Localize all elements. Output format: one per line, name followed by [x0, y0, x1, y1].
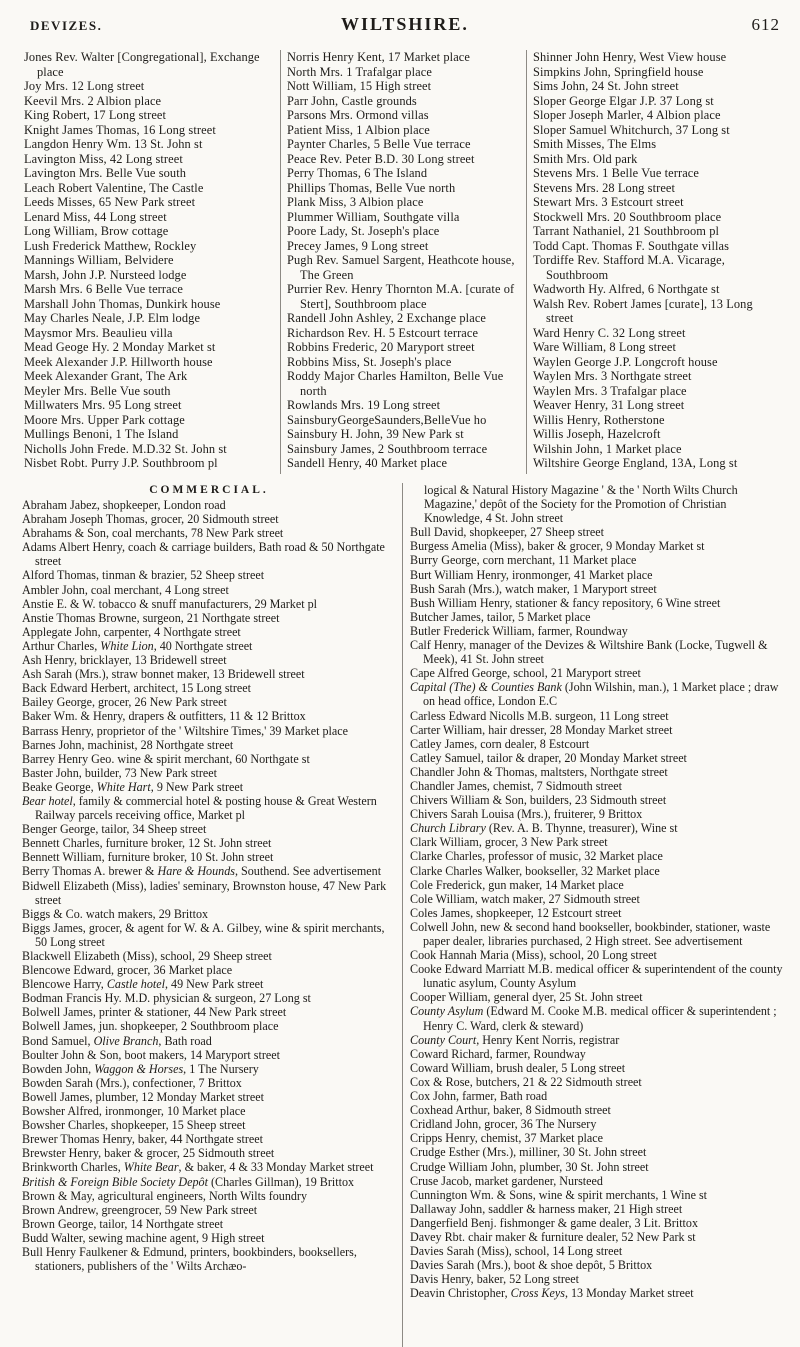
- directory-entry: Church Library (Rev. A. B. Thynne, treasurer), Wine st: [410, 821, 678, 836]
- directory-entry: Brown George, tailor, 14 Northgate street: [22, 1216, 224, 1231]
- directory-entry: Clark William, grocer, 3 New Park street: [410, 835, 608, 850]
- directory-entry: Brown & May, agricultural engineers, North Wilts foundry: [22, 1188, 307, 1203]
- directory-entry: Bull David, shopkeeper, 27 Sheep street: [410, 525, 604, 540]
- directory-entry: Marshall John Thomas, Dunkirk house: [24, 296, 221, 311]
- directory-entry: SainsburyGeorgeSaunders,BelleVue ho: [287, 412, 487, 427]
- directory-entry: County Asylum (Edward M. Cooke M.B. medical officer & superintendent ; Henry C. Ward, clerk & steward): [410, 1004, 777, 1033]
- directory-entry: Ware William, 8 Long street: [533, 340, 677, 354]
- directory-entry: Bolwell James, jun. shopkeeper, 2 Southbroom place: [22, 1019, 279, 1034]
- directory-entry: Dallaway John, saddler & harness maker, 21 High street: [410, 1201, 683, 1216]
- directory-entry: Brinkworth Charles, White Bear, & baker, 4 & 33 Monday Market street: [22, 1160, 374, 1175]
- commercial-section: [22, 483, 788, 1347]
- directory-entry: Poore Lady, St. Joseph's place: [287, 224, 440, 238]
- directory-entry: Chivers Sarah Louisa (Mrs.), fruiterer, 9 Brittox: [410, 807, 643, 822]
- residents-section: [22, 50, 788, 474]
- directory-entry: Parsons Mrs. Ormond villas: [287, 108, 429, 122]
- directory-entry: Norris Henry Kent, 17 Market place: [287, 50, 471, 64]
- directory-entry: Ash Henry, bricklayer, 13 Bridewell street: [22, 653, 227, 668]
- directory-entry: Bowden Sarah (Mrs.), confectioner, 7 Brittox: [22, 1075, 242, 1090]
- directory-entry: Blencowe Edward, grocer, 36 Market place: [22, 963, 233, 978]
- directory-entry: Catley James, corn dealer, 8 Estcourt: [410, 736, 590, 751]
- directory-entry: Bowsher Alfred, ironmonger, 10 Market place: [22, 1104, 246, 1119]
- directory-entry: Applegate John, carpenter, 4 Northgate street: [22, 624, 241, 639]
- directory-entry: Catley Samuel, tailor & draper, 20 Monday Market street: [410, 750, 687, 765]
- directory-entry: Cole William, watch maker, 27 Sidmouth street: [410, 891, 640, 906]
- directory-entry: Willis Henry, Rotherstone: [533, 412, 665, 427]
- directory-entry: Weaver Henry, 31 Long street: [533, 398, 685, 412]
- directory-entry: Joy Mrs. 12 Long street: [24, 79, 145, 93]
- directory-entry: Precey James, 9 Long street: [287, 238, 429, 253]
- directory-entry: Blencowe Harry, Castle hotel, 49 New Park street: [22, 977, 264, 992]
- directory-entry: Baker Wm. & Henry, drapers & outfitters, 11 & 12 Brittox: [22, 709, 306, 724]
- directory-entry: Perry Thomas, 6 The Island: [287, 166, 428, 180]
- directory-entry: Paynter Charles, 5 Belle Vue terrace: [287, 137, 471, 151]
- directory-entry: Cooper William, general dyer, 25 St. John street: [410, 990, 643, 1005]
- directory-entry: Alford Thomas, tinman & brazier, 52 Sheep street: [22, 568, 265, 583]
- directory-entry: Smith Misses, The Elms: [533, 137, 657, 151]
- directory-entry: Calf Henry, manager of the Devizes & Wiltshire Bank (Locke, Tugwell & Meek), 41 St. John street: [410, 638, 768, 667]
- directory-entry: Blackwell Elizabeth (Miss), school, 29 Sheep street: [22, 949, 272, 963]
- directory-entry: Ward Henry C. 32 Long street: [533, 325, 686, 340]
- directory-entry: Long William, Brow cottage: [24, 224, 169, 238]
- directory-entry: Robbins Frederic, 20 Maryport street: [287, 340, 475, 354]
- directory-entry: Abrahams & Son, coal merchants, 78 New Park street: [22, 526, 284, 541]
- directory-entry: Lavington Miss, 42 Long street: [24, 151, 183, 166]
- directory-entry: Bond Samuel, Olive Branch, Bath road: [22, 1033, 212, 1048]
- directory-entry: Carter William, hair dresser, 28 Monday Market street: [410, 722, 673, 737]
- directory-entry: Bennett Charles, furniture broker, 12 St. John street: [22, 836, 272, 851]
- directory-entry: Millwaters Mrs. 95 Long street: [24, 398, 182, 412]
- directory-entry: Plank Miss, 3 Albion place: [287, 195, 424, 209]
- directory-entry: Burt William Henry, ironmonger, 41 Market place: [410, 567, 653, 582]
- directory-entry: Wiltshire George England, 13A, Long st: [533, 456, 738, 470]
- directory-entry: Crudge Esther (Mrs.), milliner, 30 St. John street: [410, 1145, 647, 1160]
- residents-column-3: [526, 50, 788, 474]
- district-label: DEVIZES.: [30, 18, 103, 33]
- county-title: WILTSHIRE.: [341, 14, 469, 34]
- directory-entry: Patient Miss, 1 Albion place: [287, 122, 430, 137]
- directory-entry: Clarke Charles, professor of music, 32 Market place: [410, 849, 663, 864]
- directory-entry: Anstie E. & W. tobacco & snuff manufacturers, 29 Market pl: [22, 596, 317, 611]
- directory-entry: Robbins Miss, St. Joseph's place: [287, 354, 452, 369]
- page-header: [22, 10, 788, 42]
- directory-entry: County Court, Henry Kent Norris, registrar: [410, 1032, 620, 1047]
- directory-entry: Stevens Mrs. 28 Long street: [533, 180, 676, 195]
- directory-entry: Parr John, Castle grounds: [287, 93, 417, 108]
- directory-entry: Coward William, brush dealer, 5 Long street: [410, 1060, 626, 1075]
- directory-entry: Butcher James, tailor, 5 Market place: [410, 609, 591, 624]
- directory-entry: Smith Mrs. Old park: [533, 151, 638, 166]
- directory-entry: Davies Sarah (Miss), school, 14 Long street: [410, 1244, 623, 1259]
- directory-entry: logical & Natural History Magazine ' & the ' North Wilts Church Magazine,' depôt of the Society for the Promotion of Christian Knowledge, 4 St. John street: [424, 483, 738, 526]
- directory-entry: Jones Rev. Walter [Congregational], Exchange place: [24, 50, 260, 79]
- commercial-column-right: [402, 483, 788, 1347]
- directory-entry: Todd Capt. Thomas F. Southgate villas: [533, 238, 730, 253]
- directory-entry: Bear hotel, family & commercial hotel & posting house & Great Western Railway parcels receiving office, Market pl: [22, 793, 377, 823]
- directory-entry: Tarrant Nathaniel, 21 Southbroom pl: [533, 224, 720, 238]
- directory-entry: Knight James Thomas, 16 Long street: [24, 122, 216, 137]
- commercial-heading: COMMERCIAL.: [149, 484, 269, 496]
- commercial-column-left: [22, 483, 402, 1347]
- directory-entry: Mead Geoge Hy. 2 Monday Market st: [24, 340, 216, 354]
- directory-entry: Lavington Mrs. Belle Vue south: [24, 166, 187, 180]
- directory-entry: Richardson Rev. H. 5 Estcourt terrace: [287, 325, 479, 340]
- directory-entry: Cole Frederick, gun maker, 14 Market place: [410, 877, 624, 892]
- directory-entry: Barrass Henry, proprietor of the ' Wiltshire Times,' 39 Market place: [22, 723, 348, 738]
- directory-entry: British & Foreign Bible Society Depôt (Charles Gillman), 19 Brittox: [22, 1174, 355, 1189]
- directory-entry: Back Edward Herbert, architect, 15 Long street: [22, 681, 252, 696]
- directory-entry: Bush Sarah (Mrs.), watch maker, 1 Maryport street: [410, 581, 657, 596]
- directory-entry: Nicholls John Frede. M.D.32 St. John st: [24, 441, 227, 456]
- directory-entry: Maysmor Mrs. Beaulieu villa: [24, 325, 173, 340]
- directory-entry: Bowsher Charles, shopkeeper, 15 Sheep street: [22, 1118, 246, 1133]
- directory-entry: May Charles Neale, J.P. Elm lodge: [24, 311, 201, 325]
- directory-entry: Coxhead Arthur, baker, 8 Sidmouth street: [410, 1103, 611, 1118]
- directory-entry: Pugh Rev. Samuel Sargent, Heathcote house, The Green: [287, 253, 515, 282]
- directory-entry: Abraham Jabez, shopkeeper, London road: [22, 498, 226, 512]
- directory-entry: Wadworth Hy. Alfred, 6 Northgate st: [533, 282, 720, 296]
- directory-entry: Lenard Miss, 44 Long street: [24, 209, 167, 224]
- directory-entry: Boulter John & Son, boot makers, 14 Maryport street: [22, 1047, 280, 1062]
- directory-entry: Stewart Mrs. 3 Estcourt street: [533, 195, 684, 209]
- directory-entry: Brewster Henry, baker & grocer, 25 Sidmouth street: [22, 1146, 275, 1161]
- directory-entry: Moore Mrs. Upper Park cottage: [24, 412, 185, 427]
- directory-entry: Waylen Mrs. 3 Northgate street: [533, 369, 692, 383]
- directory-entry: King Robert, 17 Long street: [24, 108, 167, 122]
- directory-entry: Cripps Henry, chemist, 37 Market place: [410, 1131, 603, 1146]
- directory-entry: Brewer Thomas Henry, baker, 44 Northgate street: [22, 1132, 263, 1147]
- directory-entry: Sainsbury James, 2 Southbroom terrace: [287, 441, 488, 456]
- directory-entry: Davis Henry, baker, 52 Long street: [410, 1272, 579, 1287]
- directory-entry: Bull Henry Faulkener & Edmund, printers, bookbinders, booksellers, stationers, publishers of the ' Wilts Archæo-: [22, 1244, 357, 1274]
- directory-entry: Marsh, John J.P. Nursteed lodge: [24, 267, 187, 282]
- directory-entry: Biggs & Co. watch makers, 29 Brittox: [22, 906, 209, 921]
- directory-entry: Purrier Rev. Henry Thornton M.A. [curate of Stert], Southbroom place: [287, 282, 515, 311]
- directory-entry: Lush Frederick Matthew, Rockley: [24, 238, 197, 253]
- page-number: 612: [751, 15, 780, 34]
- directory-entry: Rowlands Mrs. 19 Long street: [287, 398, 441, 412]
- directory-entry: Carless Edward Nicolls M.B. surgeon, 11 Long street: [410, 708, 669, 723]
- directory-entry: Bowden John, Waggon & Horses, 1 The Nursery: [22, 1061, 259, 1076]
- directory-entry: Budd Walter, sewing machine agent, 9 High street: [22, 1230, 265, 1245]
- directory-entry: Meek Alexander J.P. Hillworth house: [24, 354, 213, 369]
- directory-entry: Mannings William, Belvidere: [24, 253, 174, 267]
- directory-entry: Stockwell Mrs. 20 Southbroom place: [533, 209, 722, 224]
- directory-entry: Bodman Francis Hy. M.D. physician & surgeon, 27 Long st: [22, 991, 311, 1006]
- directory-entry: Langdon Henry Wm. 13 St. John st: [24, 137, 203, 151]
- directory-entry: Deavin Christopher, Cross Keys, 13 Monday Market street: [410, 1286, 694, 1301]
- directory-entry: Anstie Thomas Browne, surgeon, 21 Northgate street: [22, 610, 280, 625]
- directory-entry: Cook Hannah Maria (Miss), school, 20 Long street: [410, 948, 657, 963]
- directory-entry: Bennett William, furniture broker, 10 St. John street: [22, 850, 274, 865]
- directory-entry: Cox John, farmer, Bath road: [410, 1089, 548, 1104]
- directory-entry: Sloper Joseph Marler, 4 Albion place: [533, 108, 721, 122]
- directory-entry: Burry George, corn merchant, 11 Market place: [410, 553, 637, 568]
- directory-entry: Berry Thomas A. brewer & Hare & Hounds, Southend. See advertisement: [22, 864, 382, 879]
- directory-entry: Randell John Ashley, 2 Exchange place: [287, 311, 487, 325]
- directory-entry: Capital (The) & Counties Bank (John Wilshin, man.), 1 Market place ; draw on head office, London E.C: [410, 680, 779, 709]
- directory-entry: Clarke Charles Walker, bookseller, 32 Market place: [410, 863, 660, 878]
- directory-entry: Chandler James, chemist, 7 Sidmouth street: [410, 778, 622, 793]
- directory-entry: Chandler John & Thomas, maltsters, Northgate street: [410, 764, 668, 779]
- directory-entry: Brown Andrew, greengrocer, 59 New Park street: [22, 1202, 258, 1217]
- directory-entry: Adams Albert Henry, coach & carriage builders, Bath road & 50 Northgate street: [22, 540, 385, 569]
- directory-entry: Ash Sarah (Mrs.), straw bonnet maker, 13 Bridewell street: [22, 667, 305, 682]
- directory-entry: Shinner John Henry, West View house: [533, 50, 727, 64]
- directory-entry: Leeds Misses, 65 New Park street: [24, 195, 196, 209]
- directory-entry: Coward Richard, farmer, Roundway: [410, 1046, 586, 1061]
- directory-entry: Meek Alexander Grant, The Ark: [24, 369, 188, 383]
- directory-entry: Meyler Mrs. Belle Vue south: [24, 383, 171, 398]
- directory-entry: Crudge William John, plumber, 30 St. John street: [410, 1159, 649, 1174]
- directory-entry: Leach Robert Valentine, The Castle: [24, 180, 204, 195]
- directory-entry: Beake George, White Hart, 9 New Park street: [22, 779, 244, 794]
- directory-entry: Mullings Benoni, 1 The Island: [24, 427, 179, 441]
- directory-entry: Cridland John, grocer, 36 The Nursery: [410, 1117, 597, 1132]
- directory-entry: Tordiffe Rev. Stafford M.A. Vicarage, Southbroom: [533, 253, 725, 282]
- residents-column-2: [280, 50, 526, 474]
- directory-entry: Cruse Jacob, market gardener, Nursteed: [410, 1173, 603, 1188]
- directory-entry: Chivers William & Son, builders, 23 Sidmouth street: [410, 793, 667, 808]
- directory-entry: Cooke Edward Marriatt M.B. medical officer & superintendent of the county lunatic asylum, County Asylum: [410, 962, 783, 991]
- directory-entry: Sainsbury H. John, 39 New Park st: [287, 427, 464, 441]
- directory-entry: Dangerfield Benj. fishmonger & game dealer, 3 Lit. Brittox: [410, 1215, 699, 1230]
- directory-entry: Bailey George, grocer, 26 New Park street: [22, 695, 227, 710]
- directory-entry: Bidwell Elizabeth (Miss), ladies' seminary, Brownston house, 47 New Park street: [22, 878, 387, 907]
- directory-entry: Nisbet Robt. Purry J.P. Southbroom pl: [24, 456, 218, 470]
- directory-entry: Plummer William, Southgate villa: [287, 209, 460, 224]
- directory-entry: Bush William Henry, stationer & fancy repository, 6 Wine street: [410, 595, 721, 610]
- directory-entry: Sloper George Elgar J.P. 37 Long st: [533, 93, 714, 108]
- directory-entry: Nott William, 15 High street: [287, 79, 432, 93]
- directory-entry: Colwell John, new & second hand bookseller, bookbinder, stationer, waste paper dealer, libraries purchased, 2 High street. See advertisement: [410, 919, 771, 948]
- commercial-entries-left: [22, 498, 396, 1273]
- directory-entry: Biggs James, grocer, & agent for W. & A. Gilbey, wine & spirit merchants, 50 Long street: [22, 920, 385, 949]
- directory-entry: North Mrs. 1 Trafalgar place: [287, 64, 432, 79]
- directory-entry: Keevil Mrs. 2 Albion place: [24, 93, 162, 108]
- directory-entry: Davey Rbt. chair maker & furniture dealer, 52 New Park st: [410, 1229, 696, 1244]
- directory-entry: Barrey Henry Geo. wine & spirit merchant, 60 Northgate st: [22, 751, 310, 766]
- directory-entry: Phillips Thomas, Belle Vue north: [287, 180, 456, 195]
- directory-entry: Coles James, shopkeeper, 12 Estcourt street: [410, 905, 622, 920]
- directory-entry: Wilshin John, 1 Market place: [533, 441, 682, 456]
- directory-entry: Barnes John, machinist, 28 Northgate street: [22, 737, 234, 752]
- directory-entry: Waylen George J.P. Longcroft house: [533, 354, 718, 369]
- directory-entry: Sandell Henry, 40 Market place: [287, 456, 448, 470]
- residents-column-1: [22, 50, 280, 474]
- directory-entry: Ambler John, coal merchant, 4 Long street: [22, 582, 229, 597]
- directory-entry: Marsh Mrs. 6 Belle Vue terrace: [24, 282, 183, 296]
- directory-entry: Cunnington Wm. & Sons, wine & spirit merchants, 1 Wine st: [410, 1187, 708, 1202]
- directory-entry: Sims John, 24 St. John street: [533, 79, 679, 93]
- directory-entry: Cox & Rose, butchers, 21 & 22 Sidmouth street: [410, 1074, 642, 1089]
- directory-entry: Cape Alfred George, school, 21 Maryport street: [410, 666, 641, 681]
- directory-entry: Arthur Charles, White Lion, 40 Northgate street: [22, 638, 253, 653]
- directory-entry: Baster John, builder, 73 New Park street: [22, 765, 217, 780]
- directory-entry: Davies Sarah (Mrs.), boot & shoe depôt, 5 Brittox: [410, 1258, 653, 1273]
- directory-entry: Walsh Rev. Robert James [curate], 13 Long street: [533, 296, 753, 325]
- directory-entry: Simpkins John, Springfield house: [533, 64, 704, 79]
- directory-entry: Bolwell James, printer & stationer, 44 New Park street: [22, 1005, 287, 1020]
- directory-entry: Willis Joseph, Hazelcroft: [533, 427, 661, 441]
- directory-entry: Butler Frederick William, farmer, Roundway: [410, 623, 628, 638]
- directory-entry: Abraham Joseph Thomas, grocer, 20 Sidmouth street: [22, 512, 279, 527]
- directory-entry: Bowell James, plumber, 12 Monday Market street: [22, 1089, 265, 1104]
- directory-entry: Burgess Amelia (Miss), baker & grocer, 9 Monday Market st: [410, 539, 705, 554]
- directory-entry: Roddy Major Charles Hamilton, Belle Vue north: [287, 369, 504, 398]
- directory-entry: Sloper Samuel Whitchurch, 37 Long st: [533, 122, 730, 137]
- directory-entry: Benger George, tailor, 34 Sheep street: [22, 822, 207, 837]
- directory-entry: Waylen Mrs. 3 Trafalgar place: [533, 383, 687, 398]
- directory-entry: Stevens Mrs. 1 Belle Vue terrace: [533, 166, 700, 180]
- directory-entry: Peace Rev. Peter B.D. 30 Long street: [287, 151, 475, 166]
